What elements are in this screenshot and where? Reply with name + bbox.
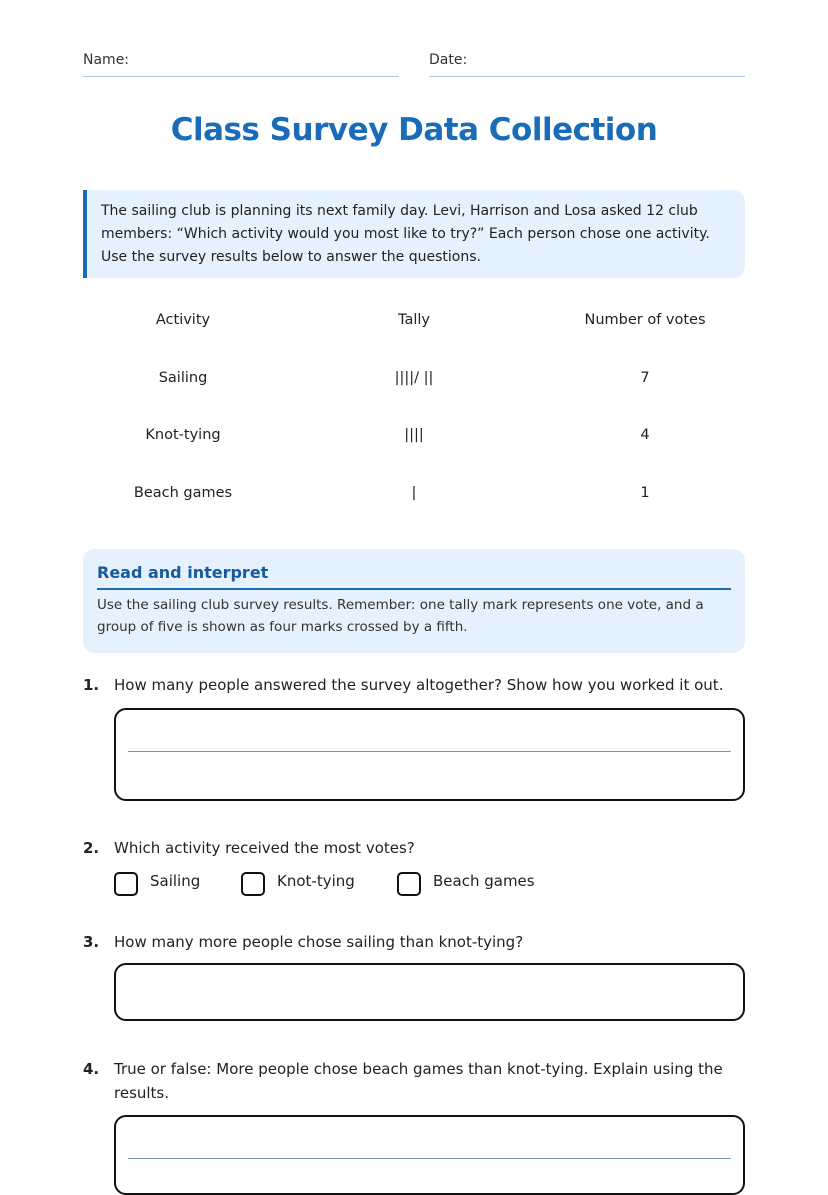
tally-table: [83, 300, 745, 530]
intro-line: Use the survey results below to answer the questions.: [101, 249, 481, 265]
table-row: [83, 473, 745, 531]
answer-line: [128, 751, 731, 752]
read-interpret-box: [83, 549, 745, 653]
table-header-row: [83, 300, 745, 358]
votes-cell: 1: [640, 484, 650, 501]
question-number: 4.: [83, 1060, 100, 1078]
question-2: [83, 836, 745, 860]
page-title: Class Survey Data Collection: [170, 112, 658, 148]
column-header-votes: Number of votes: [584, 312, 706, 328]
read-interpret-line: group of five is shown as four marks crossed by a fifth.: [97, 619, 468, 635]
choice-group: [114, 870, 714, 900]
intro-box: [83, 190, 745, 278]
date-field[interactable]: [429, 52, 745, 77]
checkbox[interactable]: [114, 872, 138, 896]
votes-cell: 4: [640, 427, 650, 443]
question-text-line: True or false: More people chose beach games than knot-tying. Explain using the: [114, 1060, 723, 1078]
question-3: [83, 930, 745, 954]
tally-cell: ||||/ ||: [394, 369, 434, 386]
question-number: 3.: [83, 933, 100, 951]
column-header-activity: Activity: [155, 312, 211, 328]
answer-box-3[interactable]: [114, 963, 745, 1021]
tally-cell: ||||: [404, 427, 424, 443]
question-text-line: results.: [114, 1084, 170, 1102]
activity-cell: Beach games: [133, 484, 233, 501]
header-fields: [83, 52, 745, 78]
question-number: 1.: [83, 676, 100, 694]
choice-label: Beach games: [433, 872, 535, 890]
read-interpret-title: Read and interpret: [97, 563, 731, 590]
read-interpret-text: [97, 594, 731, 638]
answer-line: [128, 1158, 731, 1159]
votes-cell: 7: [640, 369, 650, 386]
choice-label: Knot-tying: [277, 872, 355, 890]
question-number: 2.: [83, 839, 100, 857]
read-interpret-line: Use the sailing club survey results. Remember: one tally mark represents one vote, and a: [97, 597, 704, 613]
activity-cell: Sailing: [158, 369, 208, 386]
name-field[interactable]: [83, 52, 399, 77]
choice-label: Sailing: [150, 872, 201, 890]
table-row: [83, 358, 745, 416]
activity-cell: Knot-tying: [145, 427, 221, 443]
question-text: How many more people chose sailing than knot-tying?: [114, 933, 524, 951]
question-4: [83, 1057, 745, 1105]
answer-box-4[interactable]: [114, 1115, 745, 1195]
date-label: Date:: [429, 52, 468, 68]
question-text: [114, 1057, 745, 1105]
checkbox[interactable]: [241, 872, 265, 896]
intro-line: The sailing club is planning its next family day. Levi, Harrison and Losa asked 12 club: [101, 203, 698, 219]
table-row: [83, 415, 745, 473]
intro-line: members: “Which activity would you most like to try?” Each person chose one activity.: [101, 226, 710, 242]
question-text: How many people answered the survey altogether? Show how you worked it out.: [114, 676, 724, 694]
column-header-tally: Tally: [398, 312, 430, 328]
checkbox[interactable]: [397, 872, 421, 896]
name-label: Name:: [83, 52, 130, 68]
answer-box-1[interactable]: [114, 708, 745, 801]
question-1: [83, 673, 745, 697]
question-text: Which activity received the most votes?: [114, 839, 415, 857]
tally-cell: |: [411, 484, 417, 501]
